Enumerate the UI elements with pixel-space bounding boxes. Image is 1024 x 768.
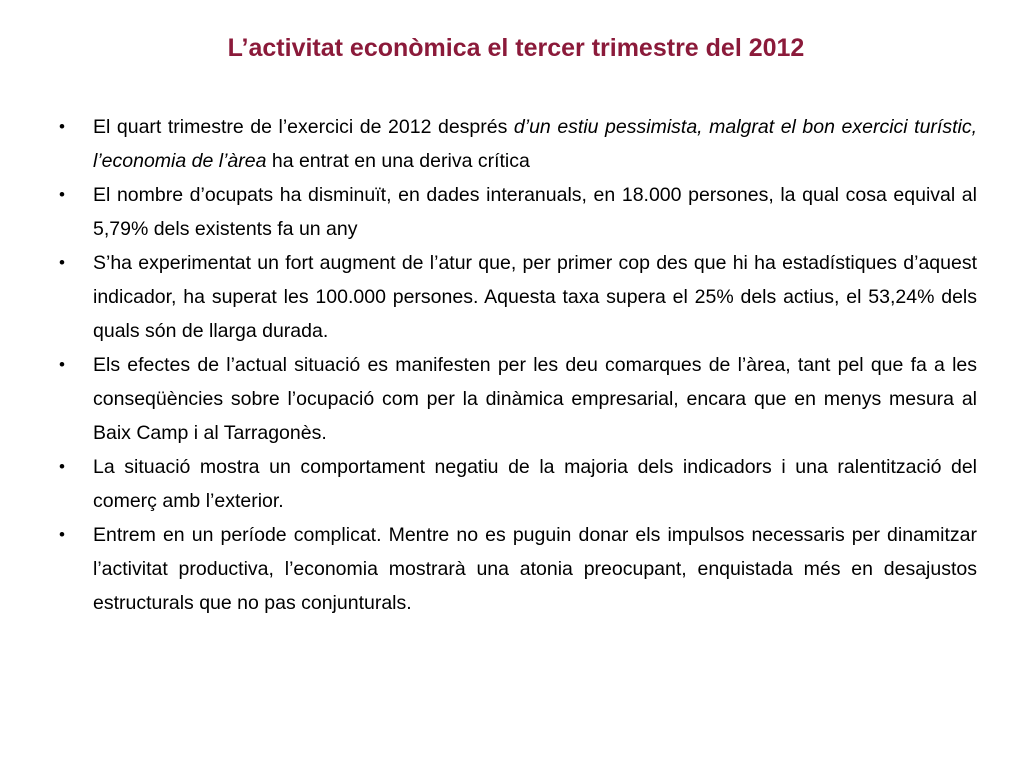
- bullet-item-1: [53, 110, 977, 178]
- bullet-icon: •: [59, 117, 65, 136]
- bullet-text: El quart trimestre de l’exercici de 2012 després: [93, 116, 514, 138]
- bullet-item-2: [53, 178, 977, 246]
- bullet-item-5: [53, 450, 977, 518]
- bullet-text: S’ha experimentat un fort augment de l’atur que, per primer cop des que hi ha estadístiques d’aquest indicador, ha superat les 100.000 persones. Aquesta taxa supera el 25% dels actius, el 53,24% dels quals són de llarga durada.: [93, 252, 977, 342]
- slide-title: L’activitat econòmica el tercer trimestre del 2012: [227, 34, 805, 62]
- bullet-item-4: [53, 348, 977, 450]
- bullet-text: Entrem en un període complicat. Mentre no es puguin donar els impulsos necessaris per dinamitzar l’activitat productiva, l’economia mostrarà una atonia preocupant, enquistada més en desajustos estructurals que no pas conjunturals.: [93, 524, 977, 614]
- bullet-icon: •: [59, 355, 65, 374]
- bullet-icon: •: [59, 457, 65, 476]
- bullet-icon: •: [59, 525, 65, 544]
- bullet-text: ha entrat en una deriva crítica: [271, 150, 530, 172]
- bullet-icon: •: [59, 253, 65, 272]
- bullet-text: Els efectes de l’actual situació es manifesten per les deu comarques de l’àrea, tant pel que fa a les conseqüències sobre l’ocupació com per la dinàmica empresarial, encara que en menys mesura al Baix Camp i al Tarragonès.: [93, 354, 977, 444]
- bullet-item-3: [53, 246, 977, 348]
- bullet-item-6: [53, 518, 977, 620]
- bullet-icon: •: [59, 185, 65, 204]
- bullet-text: El nombre d’ocupats ha disminuït, en dades interanuals, en 18.000 persones, la qual cosa equival al 5,79% dels existents fa un any: [93, 184, 977, 240]
- bullet-list: [53, 110, 977, 620]
- bullet-text-italic: d’un estiu pessimista, malgrat el bon exercici turístic, l’economia de l’àrea: [93, 116, 977, 172]
- bullet-text: La situació mostra un comportament negatiu de la majoria dels indicadors i una ralentització del comerç amb l’exterior.: [93, 456, 977, 512]
